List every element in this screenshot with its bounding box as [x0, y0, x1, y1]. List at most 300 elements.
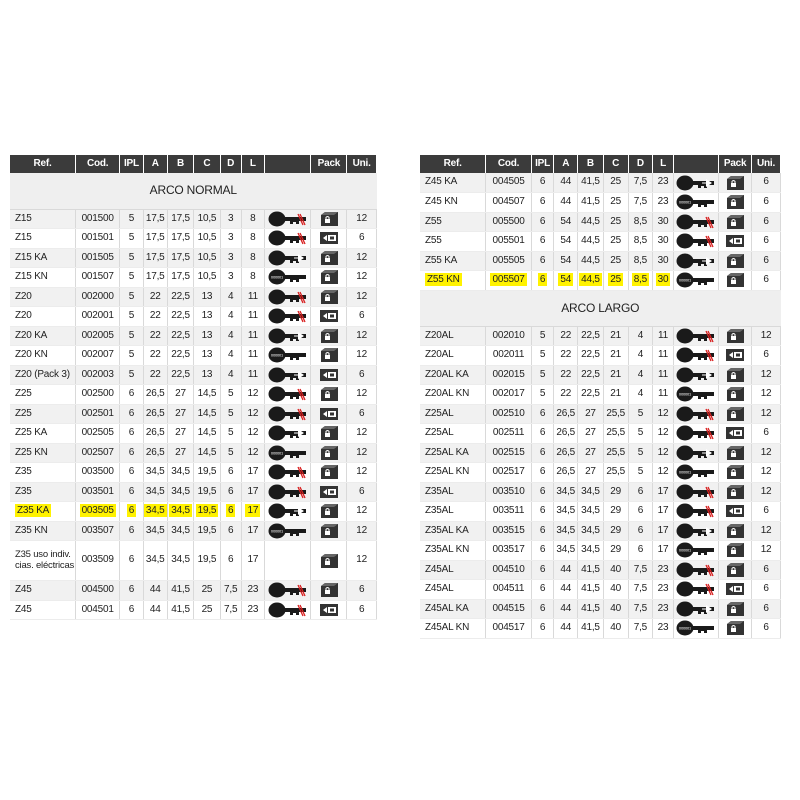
pack-cell	[311, 287, 347, 307]
padlock-box-icon	[318, 385, 340, 403]
col-a-header: A	[554, 155, 578, 173]
dim-a-cell-text: 34,5	[556, 524, 576, 536]
dim-l-cell-text: 23	[657, 196, 669, 207]
dim-a-cell-text: 26,5	[556, 407, 576, 419]
dim-a-cell	[143, 365, 167, 385]
dim-b-cell	[167, 541, 193, 581]
pack-cell	[719, 560, 752, 580]
key-numbered-icon	[268, 445, 308, 461]
key-type-cell	[264, 268, 310, 288]
ref-cell-text: Z45AL	[425, 563, 454, 575]
dim-b-cell-text: 22,5	[171, 368, 190, 380]
dim-a-cell-text: 26,5	[145, 446, 165, 458]
ipl-cell	[531, 173, 554, 193]
key-type-cell	[264, 326, 310, 346]
dim-l-cell	[241, 443, 264, 463]
cod-cell	[75, 385, 119, 405]
dim-d-cell-text: 7,5	[633, 583, 648, 594]
dim-d-cell-text: 6	[637, 524, 644, 536]
padlock-box-icon	[318, 552, 340, 570]
dim-b-cell-text: 17,5	[171, 232, 190, 243]
key-alike-icon	[676, 523, 716, 539]
key-type-cell	[673, 424, 718, 444]
dim-c-cell	[194, 443, 220, 463]
dim-b-cell-text: 41,5	[171, 603, 190, 615]
ref-cell-text: Z35AL	[425, 485, 454, 497]
dim-a-cell	[554, 251, 578, 271]
dim-b-cell	[167, 482, 193, 502]
dim-b-cell-text: 44,5	[581, 215, 600, 227]
dim-c-cell	[603, 193, 628, 213]
ipl-cell-text: 6	[128, 466, 135, 477]
uni-cell-text: 6	[358, 232, 365, 243]
table-row	[420, 541, 781, 561]
dim-l-cell	[241, 229, 264, 249]
dim-c-cell-text: 25	[610, 215, 622, 227]
ipl-cell	[531, 541, 554, 561]
uni-cell	[752, 424, 781, 444]
ipl-cell	[531, 619, 554, 639]
key-numbered-icon	[268, 347, 308, 363]
dim-a-cell	[554, 193, 578, 213]
ipl-cell-text: 6	[539, 196, 546, 207]
cod-cell	[486, 346, 531, 366]
dim-b-cell	[578, 193, 604, 213]
dim-l-cell-text: 12	[247, 407, 259, 419]
ref-cell	[420, 365, 486, 385]
dim-d-cell-text: 3	[227, 251, 234, 263]
dim-l-cell	[241, 541, 264, 581]
uni-cell	[752, 502, 781, 522]
key-type-cell	[264, 404, 310, 424]
table-row	[420, 482, 781, 502]
dim-a-cell	[554, 385, 578, 405]
cod-cell-text: 003507	[81, 524, 114, 536]
ref-cell	[420, 193, 486, 213]
dim-a-cell-text: 26,5	[556, 466, 576, 477]
table-row	[420, 502, 781, 522]
ipl-cell-text: 6	[128, 554, 135, 566]
ipl-cell	[120, 268, 143, 288]
pack-cell	[719, 251, 752, 271]
key-differ-icon	[676, 581, 716, 597]
dim-d-cell-text: 7,5	[224, 603, 238, 615]
dim-b-cell	[167, 287, 193, 307]
col-c-header: C	[603, 155, 628, 173]
uni-cell	[752, 346, 781, 366]
dim-l-cell	[241, 248, 264, 268]
key-type-cell	[673, 232, 718, 252]
table-row	[420, 580, 781, 600]
dim-d-cell-text: 7,5	[633, 602, 648, 614]
pack-cell	[719, 193, 752, 213]
dim-c-cell-text: 29	[610, 485, 622, 497]
pack-cell	[311, 248, 347, 268]
dim-a-cell-text: 34,5	[145, 485, 165, 497]
ref-cell	[10, 385, 75, 405]
dim-l-cell-text: 23	[657, 622, 669, 633]
dim-d-cell-text: 6	[227, 485, 234, 497]
cod-cell	[75, 346, 119, 366]
dim-b-cell-text: 34,5	[171, 505, 190, 516]
dim-c-cell	[603, 404, 628, 424]
dim-b-cell	[578, 173, 604, 193]
ref-cell-text: Z25	[15, 388, 32, 399]
pack-cell	[311, 404, 347, 424]
ipl-cell-text: 6	[128, 524, 135, 536]
dim-l-cell-text: 17	[247, 505, 259, 516]
dim-d-cell-text: 6	[637, 485, 644, 497]
pack-cell	[311, 482, 347, 502]
dim-c-cell-text: 29	[610, 544, 622, 555]
uni-cell-text: 12	[356, 466, 368, 477]
cod-cell-text: 004500	[81, 584, 114, 595]
dim-b-cell-text: 27	[585, 427, 596, 438]
ref-cell	[420, 424, 486, 444]
dim-c-cell	[194, 326, 220, 346]
dim-l-cell-text: 11	[658, 349, 669, 360]
uni-cell	[752, 404, 781, 424]
uni-cell	[752, 232, 781, 252]
padlock-box-icon	[318, 346, 340, 364]
dim-l-cell-text: 17	[657, 485, 669, 497]
dim-c-cell	[194, 600, 220, 620]
uni-cell	[347, 541, 377, 581]
dim-l-cell-text: 11	[247, 310, 258, 321]
dim-a-cell	[554, 502, 578, 522]
key-number-text: 000001	[270, 528, 283, 534]
ipl-cell-text: 5	[128, 368, 135, 380]
dim-l-cell-text: 8	[250, 251, 256, 263]
uni-cell	[752, 212, 781, 232]
uni-cell-text: 6	[763, 427, 769, 438]
ipl-cell	[531, 560, 554, 580]
pack-cell	[719, 346, 752, 366]
dim-d-cell-text: 6	[227, 466, 234, 477]
table-row	[420, 521, 781, 541]
dim-d-cell-text: 6	[227, 554, 234, 566]
dim-a-cell-text: 17,5	[145, 232, 165, 243]
dim-l-cell	[653, 541, 674, 561]
dim-b-cell	[578, 385, 604, 405]
uni-cell	[752, 443, 781, 463]
pack-cell	[719, 502, 752, 522]
dim-d-cell	[628, 251, 653, 271]
dim-b-cell-text: 34,5	[171, 554, 190, 566]
dim-d-cell	[628, 232, 653, 252]
dim-c-cell-text: 40	[610, 602, 622, 614]
section-header	[10, 173, 377, 209]
key-type-cell	[264, 502, 310, 522]
dim-b-cell	[578, 619, 604, 639]
key-type-cell	[264, 581, 310, 601]
uni-cell-text: 12	[356, 271, 368, 282]
header-row	[10, 155, 377, 173]
dim-a-cell	[554, 326, 578, 346]
blister-card-icon	[318, 483, 340, 501]
cod-cell-text: 004515	[492, 602, 525, 614]
dim-d-cell-text: 7,5	[224, 584, 238, 595]
cod-cell-text: 002015	[492, 368, 525, 380]
key-numbered-icon	[676, 464, 716, 480]
dim-b-cell	[167, 463, 193, 483]
dim-a-cell-text: 22	[149, 349, 161, 360]
dim-b-cell-text: 22,5	[171, 349, 190, 360]
cod-cell-text: 002510	[492, 407, 525, 419]
dim-d-cell-text: 3	[227, 232, 234, 243]
pack-cell	[311, 229, 347, 249]
dim-b-cell-text: 17,5	[171, 212, 190, 224]
ref-cell	[420, 443, 486, 463]
ipl-cell	[531, 385, 554, 405]
uni-cell-text: 6	[763, 602, 769, 614]
dim-c-cell-text: 40	[610, 583, 622, 594]
dim-d-cell	[628, 560, 653, 580]
key-numbered-icon	[268, 269, 308, 285]
cod-cell-text: 002003	[81, 368, 114, 380]
dim-a-cell	[554, 212, 578, 232]
table-row	[420, 212, 781, 232]
ref-cell-text: Z20 KA	[15, 329, 48, 341]
key-type-cell	[673, 193, 718, 213]
dim-b-cell	[578, 443, 604, 463]
col-cod-header: Cod.	[486, 155, 531, 173]
key-type-cell	[673, 251, 718, 271]
ref-cell-text: Z20	[15, 290, 32, 302]
key-differ-icon	[676, 347, 716, 363]
section-title: ARCO NORMAL	[10, 173, 377, 209]
dim-b-cell-text: 44,5	[581, 274, 600, 285]
dim-c-cell-text: 13	[201, 368, 213, 380]
ipl-cell	[120, 521, 143, 541]
dim-a-cell-text: 54	[560, 215, 572, 227]
pack-cell	[719, 385, 752, 405]
cod-cell	[486, 560, 531, 580]
dim-b-cell	[167, 600, 193, 620]
dim-c-cell	[603, 521, 628, 541]
dim-l-cell-text: 23	[657, 563, 669, 575]
right-spec-table	[420, 155, 781, 639]
section-header	[420, 290, 781, 326]
dim-l-cell	[653, 173, 674, 193]
dim-c-cell	[603, 502, 628, 522]
uni-cell	[752, 580, 781, 600]
ipl-cell-text: 6	[128, 427, 135, 438]
ref-cell-text: Z35AL KA	[425, 524, 469, 536]
cod-cell-text: 002011	[492, 349, 525, 360]
dim-a-cell	[143, 404, 167, 424]
key-type-cell	[264, 521, 310, 541]
col-uni-header: Uni.	[752, 155, 781, 173]
uni-cell	[752, 365, 781, 385]
dim-b-cell-text: 44,5	[581, 235, 600, 246]
dim-d-cell	[628, 193, 653, 213]
table-row	[10, 229, 377, 249]
header-row	[420, 155, 781, 173]
col-cod-header: Cod.	[75, 155, 119, 173]
key-number-text: 000001	[270, 450, 283, 456]
cod-cell-text: 003510	[492, 485, 525, 497]
dim-l-cell	[653, 193, 674, 213]
dim-b-cell	[167, 307, 193, 327]
dim-c-cell	[603, 251, 628, 271]
dim-c-cell	[603, 385, 628, 405]
dim-a-cell	[554, 521, 578, 541]
key-type-cell	[673, 271, 718, 291]
ref-cell-text: Z35	[15, 485, 32, 497]
ipl-cell	[120, 541, 143, 581]
cod-cell-text: 002001	[81, 310, 114, 321]
ipl-cell	[120, 404, 143, 424]
uni-cell	[347, 600, 377, 620]
ref-cell	[420, 326, 486, 346]
dim-c-cell	[194, 581, 220, 601]
dim-l-cell-text: 12	[657, 466, 669, 477]
key-differ-icon	[676, 233, 716, 249]
cod-cell	[75, 268, 119, 288]
dim-c-cell	[603, 212, 628, 232]
dim-d-cell-text: 5	[637, 466, 644, 477]
dim-c-cell-text: 19,5	[197, 485, 217, 497]
pack-cell	[719, 404, 752, 424]
dim-c-cell-text: 19,5	[197, 466, 217, 477]
dim-a-cell	[554, 599, 578, 619]
ref-cell	[10, 404, 75, 424]
dim-l-cell-text: 8	[250, 232, 256, 243]
dim-d-cell-text: 7,5	[633, 196, 648, 207]
dim-c-cell	[194, 346, 220, 366]
uni-cell	[347, 229, 377, 249]
cod-cell	[486, 271, 531, 291]
padlock-box-icon	[318, 327, 340, 345]
dim-c-cell-text: 25	[610, 196, 622, 207]
dim-d-cell-text: 4	[637, 329, 644, 341]
dim-a-cell-text: 54	[560, 274, 572, 285]
key-type-cell	[264, 365, 310, 385]
dim-a-cell-text: 26,5	[556, 446, 576, 458]
dim-b-cell	[167, 229, 193, 249]
padlock-box-icon	[724, 193, 746, 211]
key-differ-icon	[268, 406, 308, 422]
dim-l-cell	[653, 385, 674, 405]
uni-cell-text: 6	[763, 563, 769, 575]
table-row	[420, 599, 781, 619]
table-row	[10, 248, 377, 268]
dim-a-cell	[143, 424, 167, 444]
uni-cell-text: 12	[356, 329, 368, 341]
cod-cell	[75, 229, 119, 249]
dim-b-cell-text: 22,5	[171, 310, 190, 321]
dim-l-cell	[241, 463, 264, 483]
table-row	[420, 346, 781, 366]
dim-l-cell-text: 11	[247, 349, 258, 360]
cod-cell-text: 003501	[81, 485, 114, 497]
dim-c-cell-text: 21	[610, 349, 622, 360]
padlock-box-icon	[724, 444, 746, 462]
ref-cell	[420, 560, 486, 580]
key-type-cell	[264, 541, 310, 581]
cod-cell	[486, 251, 531, 271]
ref-cell-text: Z35AL KN	[425, 544, 470, 555]
key-differ-icon	[268, 484, 308, 500]
dim-b-cell	[578, 271, 604, 291]
uni-cell-text: 6	[358, 407, 365, 419]
ref-cell	[10, 502, 75, 522]
cod-cell-text: 003515	[492, 524, 525, 536]
ipl-cell-text: 6	[539, 254, 546, 266]
cod-cell	[486, 599, 531, 619]
ipl-cell	[120, 443, 143, 463]
dim-b-cell	[167, 424, 193, 444]
pack-cell	[719, 173, 752, 193]
dim-l-cell	[241, 307, 264, 327]
dim-c-cell	[603, 346, 628, 366]
ref-cell-text: Z25AL KN	[425, 466, 470, 477]
pack-cell	[311, 365, 347, 385]
key-differ-icon	[268, 602, 308, 618]
cod-cell-text: 002005	[81, 329, 114, 341]
key-differ-icon	[676, 406, 716, 422]
dim-l-cell	[653, 346, 674, 366]
cod-cell-text: 002000	[81, 290, 114, 302]
uni-cell-text: 12	[760, 388, 772, 399]
dim-c-cell-text: 25,5	[606, 407, 625, 419]
dim-d-cell	[628, 443, 653, 463]
key-alike-icon	[268, 250, 308, 266]
dim-c-cell-text: 25	[610, 235, 622, 246]
dim-d-cell-text: 3	[227, 212, 234, 224]
dim-a-cell	[143, 287, 167, 307]
uni-cell-text: 6	[358, 310, 365, 321]
dim-c-cell	[194, 502, 220, 522]
ipl-cell	[531, 365, 554, 385]
dim-c-cell	[194, 365, 220, 385]
padlock-box-icon	[724, 327, 746, 345]
uni-cell-text: 12	[760, 485, 772, 497]
dim-b-cell-text: 27	[585, 407, 596, 419]
padlock-box-icon	[724, 561, 746, 579]
table-row	[10, 307, 377, 327]
dim-b-cell-text: 34,5	[581, 505, 600, 516]
dim-a-cell-text: 34,5	[556, 505, 576, 516]
dim-b-cell-text: 41,5	[581, 583, 600, 594]
table-row	[420, 443, 781, 463]
dim-a-cell	[554, 541, 578, 561]
blister-card-icon	[724, 580, 746, 598]
dim-b-cell-text: 34,5	[581, 524, 600, 536]
key-differ-icon	[676, 503, 716, 519]
key-number-text: 000001	[678, 277, 692, 283]
dim-c-cell-text: 25,5	[606, 427, 625, 438]
ref-cell	[10, 482, 75, 502]
dim-a-cell	[554, 463, 578, 483]
key-type-cell	[673, 482, 718, 502]
dim-a-cell	[143, 229, 167, 249]
table-row	[10, 404, 377, 424]
dim-d-cell	[220, 482, 241, 502]
dim-c-cell-text: 21	[610, 368, 622, 380]
dim-b-cell-text: 27	[175, 388, 186, 399]
pack-cell	[311, 443, 347, 463]
cod-cell-text: 002511	[492, 427, 525, 438]
table-row	[10, 424, 377, 444]
key-alike-icon	[268, 425, 308, 441]
key-type-cell	[673, 365, 718, 385]
dim-b-cell-text: 41,5	[581, 602, 600, 614]
dim-d-cell	[220, 326, 241, 346]
dim-b-cell	[167, 404, 193, 424]
ref-cell	[10, 209, 75, 229]
